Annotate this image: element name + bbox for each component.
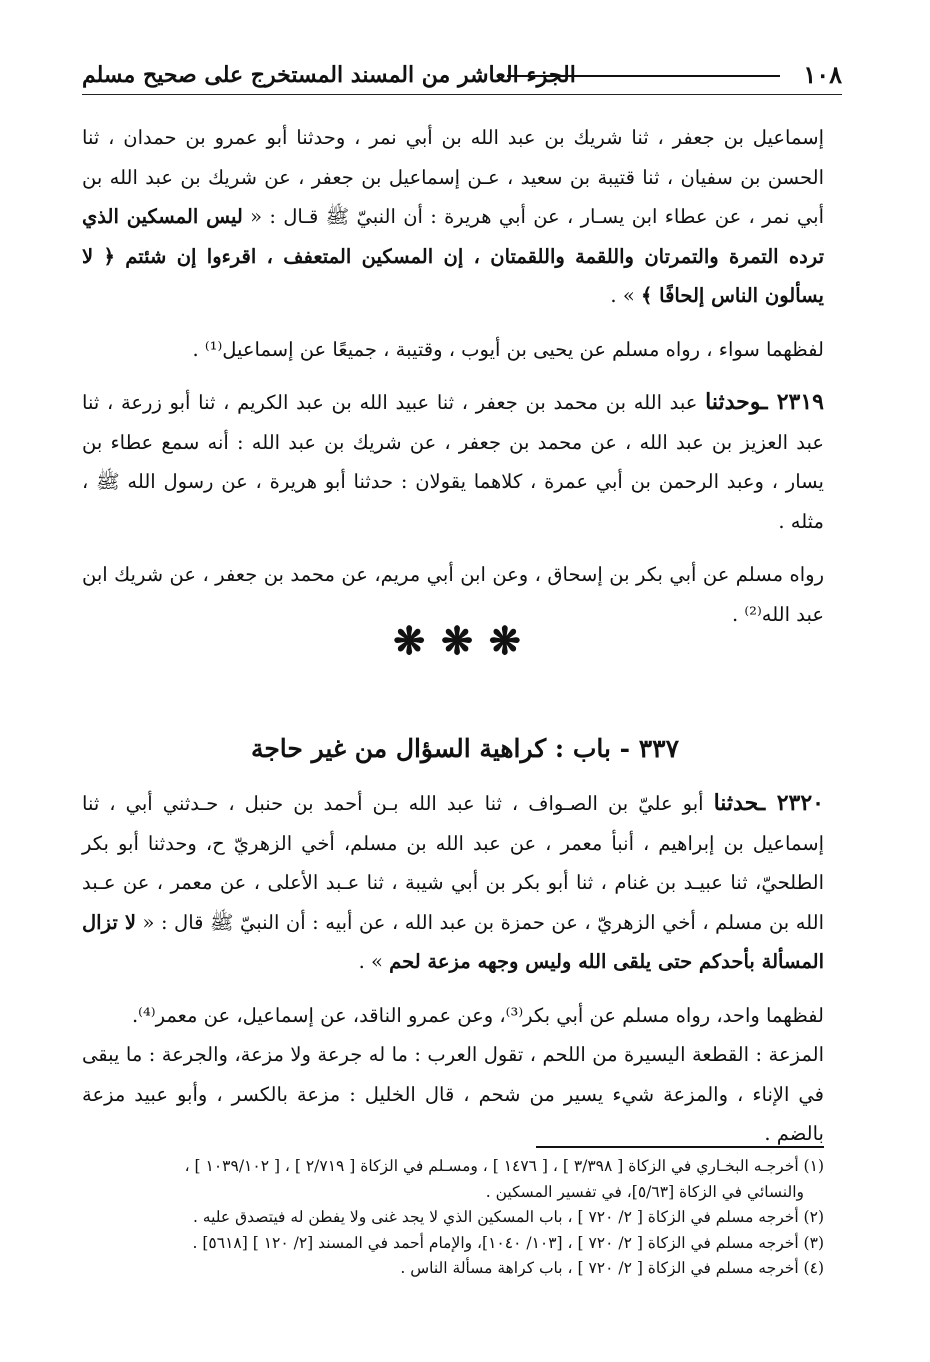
hadith-matn: لا تزال المسألة بأحدكم حتى يلقى الله وليس وجهه مزعة لحم <box>82 910 824 973</box>
page-number: ١٠٨ <box>803 60 842 89</box>
paragraph-takhrij-2: رواه مسلم عن أبي بكر بن إسحاق ، وعن ابن أبي مريم، عن محمد بن جعفر ، عن شريك ابن عبد الله⁽²⁾ . <box>82 563 824 626</box>
paragraph-gloss: المزعة : القطعة اليسيرة من اللحم ، تقول العرب : ما له جرعة ولا مزعة، والجرعة : ما يبقى في الإناء ، والمزعة شيء يسير من شحم ، قال الخليل : مزعة بالكسر ، وأبو عبيد مزعة بالضم . <box>82 1043 824 1145</box>
running-title: الجزء العاشر من المسند المستخرج على صحيح مسلم <box>82 62 576 88</box>
hadith-number: ٢٣١٩ ـ <box>761 389 824 415</box>
page-header <box>82 56 842 100</box>
hadith-lead-word: حدثنا <box>713 790 759 816</box>
footnotes <box>82 1154 824 1282</box>
chapter-heading: ٣٣٧ - باب : كراهية السؤال من غير حاجة <box>250 734 680 763</box>
main-text-bottom <box>82 784 824 1154</box>
section-separator: ❋❋❋ <box>393 618 537 663</box>
footnote-1-continuation: والنسائي في الزكاة [٥/٦٣]، في تفسير المسكين . <box>485 1182 804 1201</box>
paragraph-hadith-2320: ٢٣٢٠ ـحدثنا أبو عليّ بن الصـواف ، ثنا عبد الله بـن أحمد بن حنبل ، حـدثني أبي ، ثنا إسماعيل بن إبراهيم ، أنبأ معمر ، عن عبد الله بن مسلم، أخي الزهريّ ح، وحدثنا أبو بكر الطلحيّ، ثنا عبيـد بن غنام ، ثنا أبو بكر بن أبي شيبة ، ثنا عـبد الأعلى ، عن معمر ، عن عـبد الله بن مسلم ، أخي الزهريّ ، عن حمزة بن عبد الله ، عن أبيه : أن النبيّ ﷺ قال : « لا تزال المسألة بأحدكم حتى يلقى الله وليس وجهه مزعة لحم » . <box>82 790 824 973</box>
footnote-1: (١) أخرجـه البخـاري في الزكاة [ ٣/٣٩٨ ] ، [ ١٤٧٦ ] ، ومسـلم في الزكاة [ ٢/٧١٩ ] ، [ ١٠٣٩/١٠٢ ] ، <box>184 1157 824 1175</box>
paragraph-isnad-continuation: إسماعيل بن جعفر ، ثنا شريك بن عبد الله بن أبي نمر ، وحدثنا أبو عمرو بن حمدان ، ثنا الحسن بن سفيان ، ثنا قتيبة بن سعيد ، عـن إسماعيل بن جعفر ، عن شريك بن عبد الله بن أبي نمر ، عن عطاء ابن يسـار ، عن أبي هريرة : أن النبيّ ﷺ قـال : « ليس المسكين الذي ترده التمرة والتمرتان واللقمة واللقمتان ، إن المسكين المتعفف ، اقرءوا إن شئتم ﴿ لا يسألون الناس إلحافًا ﴾ » . <box>82 126 824 307</box>
main-text-top <box>82 118 824 634</box>
footnote-2: (٢) أخرجه مسلم في الزكاة [ ٢/ ٧٢٠ ] ، باب المسكين الذي لا يجد غنى ولا يفطن له فيتصدق عليه . <box>192 1208 824 1226</box>
paragraph-takhrij-3: لفظهما واحد، رواه مسلم عن أبي بكر⁽³⁾، وعن عمرو الناقد، عن إسماعيل، عن معمر⁽⁴⁾. <box>131 1003 824 1027</box>
footnote-4: (٤) أخرجه مسلم في الزكاة [ ٢/ ٧٢٠ ] ، باب كراهة مسألة الناس . <box>400 1259 824 1277</box>
header-underline <box>82 94 842 95</box>
header-rule <box>507 75 780 77</box>
footnote-3: (٣) أخرجه مسلم في الزكاة [ ٢/ ٧٢٠ ] ، [١٠٣/ ١٠٤٠]، والإمام أحمد في المسند [٢/ ١٢٠ ] [٥٦١٨] . <box>192 1233 824 1252</box>
paragraph-takhrij-1: لفظهما سواء ، رواه مسلم عن يحيى بن أيوب ، وقتيبة ، جميعًا عن إسماعيل⁽¹⁾ . <box>192 337 824 361</box>
paragraph-hadith-2319: ٢٣١٩ ـوحدثنا عبد الله بن محمد بن جعفر ، ثنا عبيد الله بن عبد الكريم ، ثنا أبو زرعة ، ثنا عبد العزيز بن عبد الله ، عن محمد بن جعفر ، عن شريك بن عبد الله : أنه سمع عطاء بن يسار ، وعبد الرحمن بن أبي عمرة ، كلاهما يقولان : حدثنا أبو هريرة ، عن رسول الله ﷺ ، مثله . <box>82 389 824 533</box>
footnote-separator <box>536 1146 824 1148</box>
hadith-lead-word: وحدثنا <box>705 389 762 415</box>
hadith-matn: ليس المسكين الذي ترده التمرة والتمرتان واللقمة واللقمتان ، إن المسكين المتعفف ، اقرءوا إن شئتم ﴿ لا يسألون الناس إلحافًا ﴾ <box>82 205 824 307</box>
hadith-number: ٢٣٢٠ ـ <box>758 790 824 816</box>
